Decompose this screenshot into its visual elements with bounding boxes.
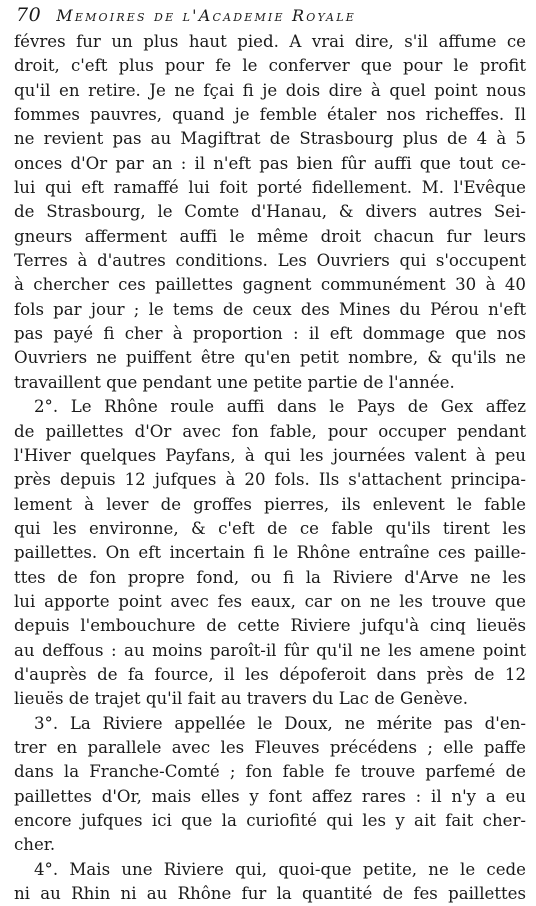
text-line: l'Hiver quelques Payfans, à qui les journées valent à peu: [14, 445, 526, 465]
text-line: lui qui eft ramaffé lui foit porté fidellement. M. l'Evêque: [14, 178, 526, 198]
text-line: gneurs afferment auffi le même droit chacun fur leurs: [14, 226, 526, 246]
text-line: trer en parallele avec les Fleuves précédens ; elle paffe: [14, 737, 526, 757]
text-line: paillettes. On eft incertain fi le Rhône entraîne ces paille-: [14, 543, 526, 563]
text-line: ttes de fon propre fond, ou fi la Riviere d'Arve ne les: [14, 567, 526, 587]
text-line: d'auprès de fa fource, il les dépoferoit dans près de 12: [14, 664, 526, 684]
text-line: droit, c'eft plus pour fe le conferver que pour le profit: [14, 56, 526, 76]
text-line: 4°. Mais une Riviere qui, quoi-que petite, ne le cede: [34, 859, 526, 879]
text-line: fommes pauvres, quand je femble étaler nos richeffes. Il: [14, 105, 526, 125]
text-line: lieuës de trajet qu'il fait au travers du Lac de Genève.: [14, 689, 468, 709]
text-line: lui apporte point avec fes eaux, car on ne les trouve que: [14, 591, 526, 611]
text-line: encore jufques ici que la curiofité qui les y ait fait cher-: [14, 811, 526, 830]
text-line: pas payé fi cher à proportion : il eft dommage que nos: [14, 324, 526, 344]
text-line: près depuis 12 jufques à 20 fols. Ils s'attachent principa-: [14, 470, 526, 490]
text-line: ne revient pas au Magiftrat de Strasbourg plus de 4 à 5: [14, 129, 526, 149]
text-line: onces d'Or par an : il n'eft pas bien fûr auffi que tout ce-: [14, 153, 526, 173]
text-line: 2°. Le Rhône roule auffi dans le Pays de Gex affez: [34, 397, 526, 417]
text-line: qui les environne, & c'eft de ce fable qu'ils tirent les: [14, 518, 526, 538]
text-line: dans la Franche-Comté ; fon fable fe trouve parfemé de: [14, 762, 526, 782]
text-line: au deffous : au moins paroît-il fûr qu'il ne les amene point: [14, 640, 526, 660]
text-line: févres fur un plus haut pied. A vrai dire, s'il affume ce: [14, 32, 526, 51]
text-line: travaillent que pendant une petite partie de l'année.: [14, 372, 455, 392]
text-line: cher.: [14, 835, 56, 855]
text-line: Terres à d'autres conditions. Les Ouvriers qui s'occupent: [14, 251, 526, 271]
text-line: fols par jour ; le tems de ceux des Mines du Pérou n'eft: [14, 299, 526, 319]
text-line: qu'il en retire. Je ne fçai fi je dois dire à quel point nous: [14, 80, 526, 100]
text-line: lement à lever de groffes pierres, ils enlevent le fable: [14, 494, 526, 514]
text-line: ni au Rhin ni au Rhône fur la quantité de fes paillettes: [14, 884, 526, 904]
running-head: [16, 2, 526, 28]
text-line: depuis l'embouchure de cette Riviere jufqu'à cinq lieuës: [14, 616, 526, 636]
body-text: [14, 30, 526, 906]
text-line: de Strasbourg, le Comte d'Hanau, & divers autres Sei-: [14, 202, 526, 222]
text-line: paillettes d'Or, mais elles y font affez rares : il n'y a eu: [14, 786, 526, 806]
running-title: Memoires de l'Academie Royale: [56, 6, 356, 25]
text-line: à chercher ces paillettes gagnent communément 30 à 40: [14, 275, 526, 295]
text-line: Ouvriers ne puiffent être qu'en petit nombre, & qu'ils ne: [14, 348, 526, 368]
page-number: 70: [16, 4, 42, 26]
text-line: 3°. La Riviere appellée le Doux, ne mérite pas d'en-: [34, 713, 526, 733]
text-line: de paillettes d'Or avec fon fable, pour occuper pendant: [14, 421, 526, 441]
